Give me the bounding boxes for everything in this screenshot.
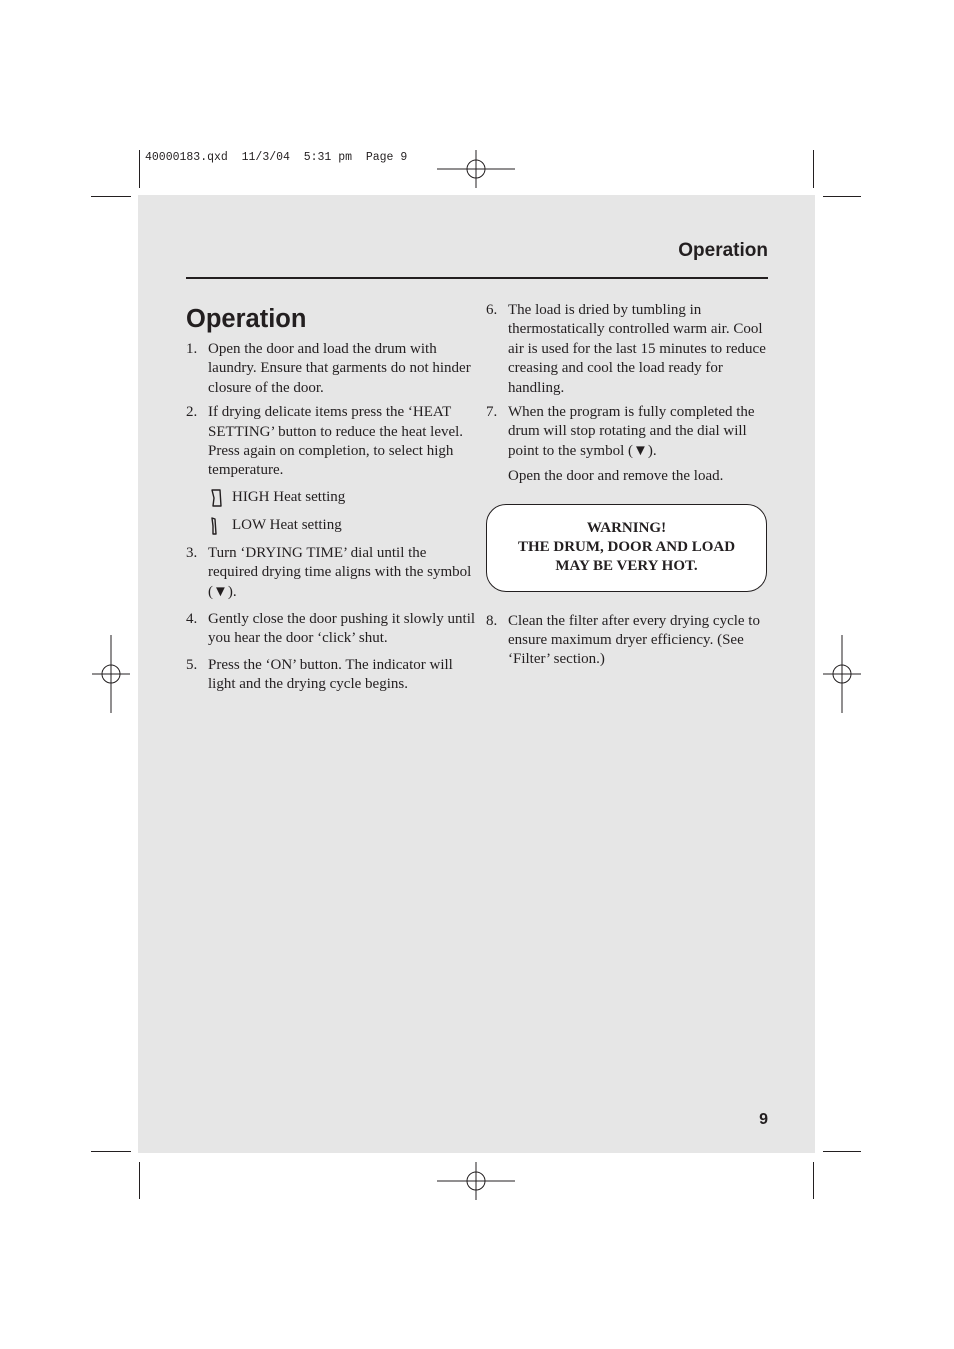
right-column — [486, 301, 771, 675]
item-number: 8. — [486, 612, 498, 629]
list-item — [186, 610, 476, 649]
item-number: 1. — [186, 341, 198, 357]
list-item — [486, 612, 771, 670]
item-text: Open the door and load the drum with laundry. Ensure that garments do not hinder closure of the door. — [208, 341, 471, 396]
item-extra-text: Open the door and remove the load. — [508, 468, 724, 485]
item-text: Clean the filter after every drying cycle to ensure maximum dryer efficiency. (See ‘Filter’ section.) — [508, 612, 760, 668]
page-number: 9 — [759, 1111, 768, 1128]
registration-mark-icon — [437, 1142, 515, 1220]
crop-mark — [813, 1162, 814, 1199]
running-head: Operation — [678, 240, 768, 261]
printer-slug: 40000183.qxd 11/3/04 5:31 pm Page 9 — [145, 151, 408, 164]
crop-mark — [813, 150, 814, 188]
list-item — [186, 403, 476, 536]
left-column — [186, 340, 476, 700]
crop-mark — [91, 1151, 131, 1152]
instruction-list — [186, 340, 476, 695]
header-rule — [186, 277, 768, 279]
item-text: Gently close the door pushing it slowly until you hear the door ‘click’ shut. — [208, 611, 476, 647]
heat-setting-high — [208, 488, 476, 508]
item-number: 7. — [486, 404, 498, 421]
high-heat-icon — [208, 488, 226, 508]
item-number: 5. — [186, 656, 198, 673]
instruction-list — [486, 301, 771, 670]
crop-mark — [91, 196, 131, 197]
warning-box — [486, 504, 767, 592]
item-number: 2. — [186, 404, 198, 421]
crop-mark — [139, 1162, 140, 1199]
high-heat-label: HIGH Heat setting — [232, 489, 346, 506]
warning-title: WARNING! — [586, 519, 667, 536]
page-panel — [138, 195, 815, 1153]
crop-mark — [823, 1151, 861, 1152]
list-item — [186, 656, 476, 695]
section-title: Operation — [186, 305, 307, 333]
low-heat-label: LOW Heat setting — [232, 517, 342, 534]
item-number: 3. — [186, 544, 198, 561]
heat-setting-low — [208, 516, 476, 536]
item-text: The load is dried by tumbling in thermostatically controlled warm air. Cool air is used for the last 15 minutes to reduce creasing and cool the load ready for handling. — [508, 302, 766, 396]
low-heat-icon — [208, 516, 226, 536]
list-item — [486, 301, 771, 398]
item-text: If drying delicate items press the ‘HEAT SETTING’ button to reduce the heat level. Press again on completion, to select high temperature. — [208, 404, 464, 479]
warning-text: THE DRUM, DOOR AND LOAD — [517, 538, 736, 555]
crop-mark — [139, 150, 140, 188]
crop-mark — [823, 196, 861, 197]
item-number: 4. — [186, 611, 198, 628]
list-item — [186, 544, 476, 602]
item-text: Press the ‘ON’ button. The indicator will light and the drying cycle begins. — [208, 656, 453, 693]
item-text: When the program is fully completed the drum will stop rotating and the dial will point to the symbol (▼). — [508, 404, 755, 459]
list-item — [186, 340, 476, 398]
warning-text: MAY BE VERY HOT. — [555, 558, 698, 575]
item-text: Turn ‘DRYING TIME’ dial until the required drying time aligns with the symbol (▼). — [208, 544, 472, 600]
item-number: 6. — [486, 302, 498, 318]
list-item — [486, 403, 771, 592]
